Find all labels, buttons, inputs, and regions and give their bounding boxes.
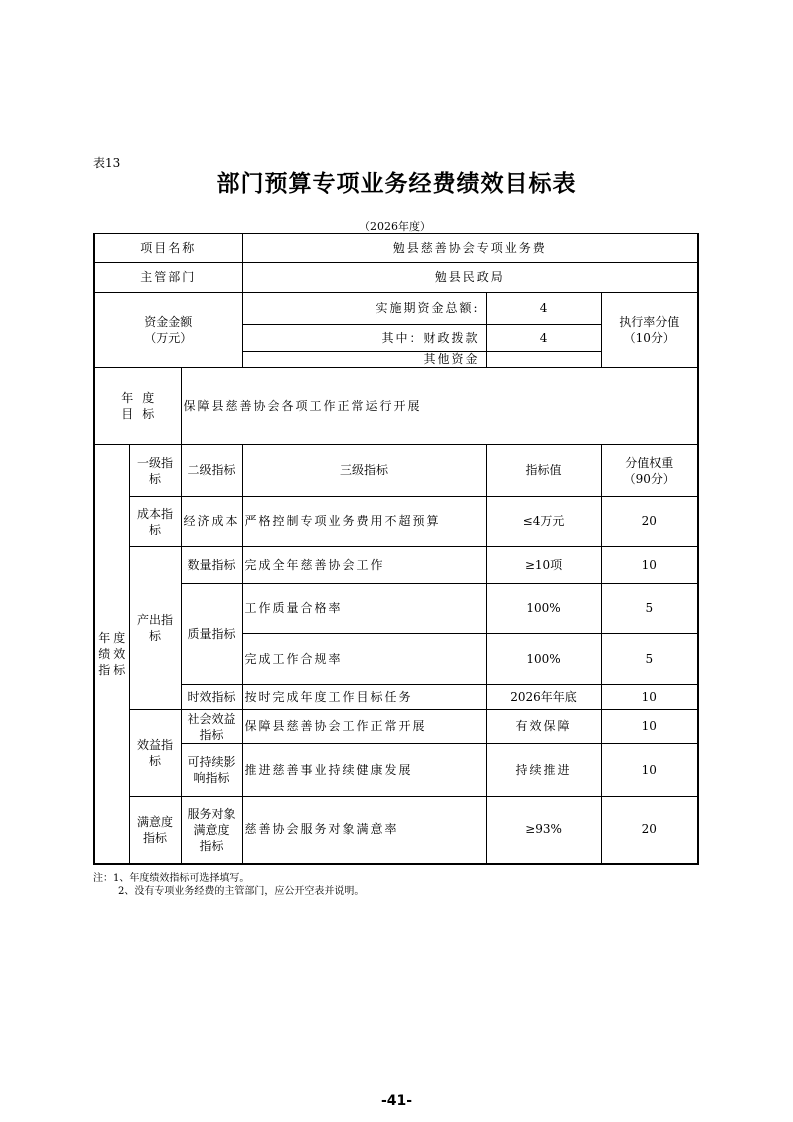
satisfaction-row bbox=[94, 797, 698, 864]
department-label: 主管部门 bbox=[94, 263, 242, 293]
footnote-1: 注：1、年度绩效指标可选择填写。 bbox=[93, 873, 250, 884]
funds-other-value bbox=[486, 352, 601, 368]
benefit-level1: 效益指 标 bbox=[129, 710, 181, 797]
output-time-row bbox=[94, 685, 698, 710]
output-quantity-value: ≥10项 bbox=[486, 547, 601, 584]
cost-level1: 成本指 标 bbox=[129, 497, 181, 547]
cost-level2: 经济成本 bbox=[181, 497, 242, 547]
table-number-label: 表13 bbox=[93, 156, 121, 170]
output-time-weight: 10 bbox=[601, 685, 698, 710]
performance-goal-table bbox=[93, 233, 699, 865]
benefit-social-value: 有效保障 bbox=[486, 710, 601, 744]
output-quantity-level2: 数量指标 bbox=[181, 547, 242, 584]
funds-other-label: 其他资金 bbox=[242, 352, 486, 368]
page-number: -41- bbox=[380, 1093, 413, 1109]
funds-total-row bbox=[94, 293, 698, 325]
benefit-sustain-row bbox=[94, 744, 698, 797]
weight-header: 分值权重 （90分） bbox=[601, 445, 698, 497]
benefit-sustain-value: 持续推进 bbox=[486, 744, 601, 797]
benefit-sustain-level3: 推进慈善事业持续健康发展 bbox=[242, 744, 486, 797]
benefit-social-weight: 10 bbox=[601, 710, 698, 744]
satisfaction-value: ≥93% bbox=[486, 797, 601, 864]
output-quantity-weight: 10 bbox=[601, 547, 698, 584]
annual-indicators-section-label: 年 绩 指度 效 标 bbox=[94, 445, 129, 864]
satisfaction-level2: 服务对象 满意度 指标 bbox=[181, 797, 242, 864]
level2-header: 二级指标 bbox=[181, 445, 242, 497]
indicator-header-row bbox=[94, 445, 698, 497]
satisfaction-level3: 慈善协会服务对象满意率 bbox=[242, 797, 486, 864]
funds-fiscal-value: 4 bbox=[486, 325, 601, 352]
output-quantity-level3: 完成全年慈善协会工作 bbox=[242, 547, 486, 584]
footnotes bbox=[93, 872, 364, 898]
output-quality2-weight: 5 bbox=[601, 634, 698, 685]
page-title: 部门预算专项业务经费绩效目标表 bbox=[216, 171, 577, 197]
benefit-sustain-level2: 可持续影 响指标 bbox=[181, 744, 242, 797]
footnote-2: 2、没有专项业务经费的主管部门，应公开空表并说明。 bbox=[118, 886, 365, 897]
output-quality-row-1 bbox=[94, 584, 698, 634]
output-quantity-row bbox=[94, 547, 698, 584]
output-time-level2: 时效指标 bbox=[181, 685, 242, 710]
level3-header: 三级指标 bbox=[242, 445, 486, 497]
cost-value: ≤4万元 bbox=[486, 497, 601, 547]
satisfaction-level1: 满意度 指标 bbox=[129, 797, 181, 864]
execution-rate-score-label: 执行率分值 （10分） bbox=[601, 293, 698, 368]
output-quality-level2: 质量指标 bbox=[181, 584, 242, 685]
annual-goal-row bbox=[94, 368, 698, 445]
value-header: 指标值 bbox=[486, 445, 601, 497]
project-name-row bbox=[94, 234, 698, 263]
annual-goal-label: 年 目度 标 bbox=[94, 368, 181, 445]
fiscal-year: （2026年度） bbox=[359, 220, 431, 233]
cost-level3: 严格控制专项业务费用不超预算 bbox=[242, 497, 486, 547]
cost-weight: 20 bbox=[601, 497, 698, 547]
output-quality1-weight: 5 bbox=[601, 584, 698, 634]
output-quality2-level3: 完成工作合规率 bbox=[242, 634, 486, 685]
level1-header: 一级指 标 bbox=[129, 445, 181, 497]
project-name-label: 项目名称 bbox=[94, 234, 242, 263]
annual-goal-text: 保障县慈善协会各项工作正常运行开展 bbox=[181, 368, 698, 445]
satisfaction-weight: 20 bbox=[601, 797, 698, 864]
output-quality1-level3: 工作质量合格率 bbox=[242, 584, 486, 634]
benefit-social-row bbox=[94, 710, 698, 744]
output-quality1-value: 100% bbox=[486, 584, 601, 634]
funds-fiscal-label: 其中：财政拨款 bbox=[242, 325, 486, 352]
department-row bbox=[94, 263, 698, 293]
output-quality2-value: 100% bbox=[486, 634, 601, 685]
output-level1: 产出指 标 bbox=[129, 547, 181, 710]
funds-total-value: 4 bbox=[486, 293, 601, 325]
project-name-value: 勉县慈善协会专项业务费 bbox=[242, 234, 698, 263]
funds-total-label: 实施期资金总额: bbox=[242, 293, 486, 325]
funds-amount-label: 资金金额 （万元） bbox=[94, 293, 242, 368]
benefit-social-level2: 社会效益 指标 bbox=[181, 710, 242, 744]
benefit-sustain-weight: 10 bbox=[601, 744, 698, 797]
cost-indicator-row bbox=[94, 497, 698, 547]
output-time-level3: 按时完成年度工作目标任务 bbox=[242, 685, 486, 710]
benefit-social-level3: 保障县慈善协会工作正常开展 bbox=[242, 710, 486, 744]
department-value: 勉县民政局 bbox=[242, 263, 698, 293]
output-time-value: 2026年年底 bbox=[486, 685, 601, 710]
